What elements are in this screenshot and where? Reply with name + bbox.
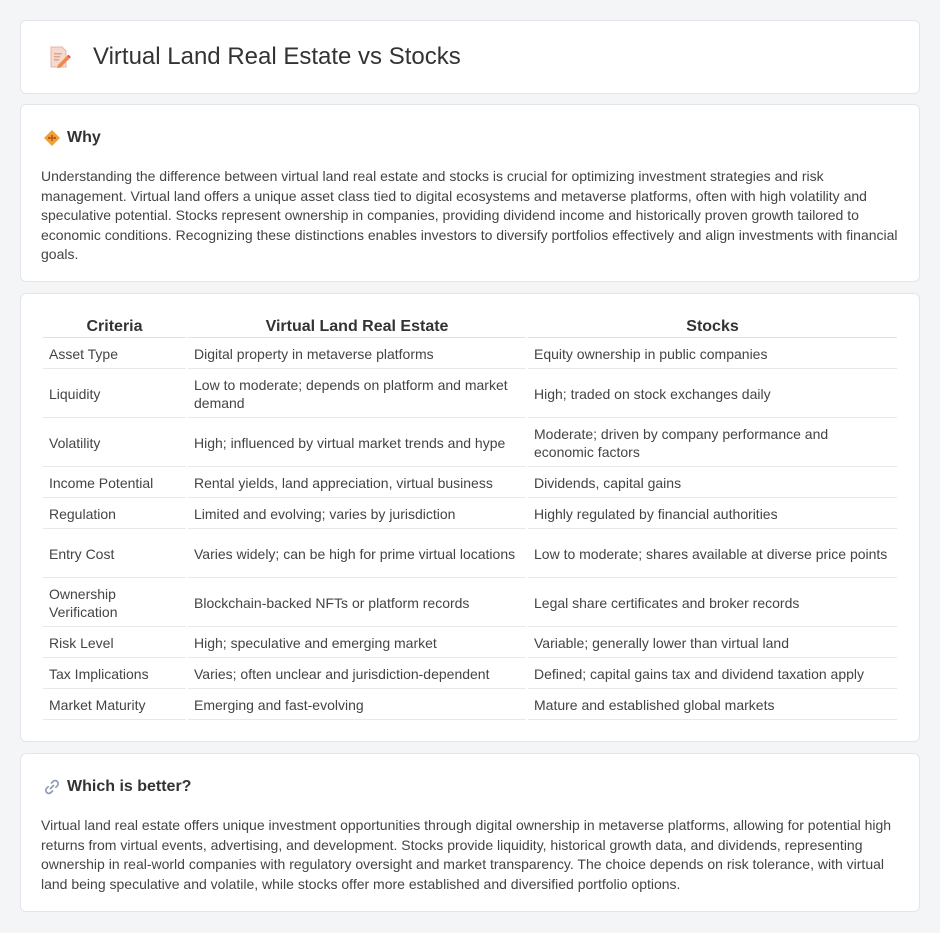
- table-row: [43, 691, 897, 720]
- virtual-land-cell: Limited and evolving; varies by jurisdiction: [188, 500, 526, 529]
- virtual-land-cell: Varies widely; can be high for prime virtual locations: [188, 531, 526, 578]
- better-heading: Which is better?: [67, 778, 192, 795]
- criteria-cell: Volatility: [43, 420, 186, 467]
- better-text: Virtual land real estate offers unique investment opportunities through digital ownership in metaverse platforms, allowing for potential high returns from virtual events, advertising, and development. Stocks provide liquidity, historical growth data, and dividends, representing ownership in real-world companies with regulatory oversight and market transparency. The choice depends on risk tolerance, with virtual land being speculative and volatile, while stocks offer more established and diversified portfolio options.: [41, 817, 892, 892]
- stocks-cell: Highly regulated by financial authorities: [528, 500, 897, 529]
- criteria-cell: Tax Implications: [43, 660, 186, 689]
- stocks-cell: Moderate; driven by company performance and economic factors: [528, 420, 897, 467]
- stocks-cell: Mature and established global markets: [528, 691, 897, 720]
- virtual-land-cell: High; speculative and emerging market: [188, 629, 526, 658]
- table-row: [43, 500, 897, 529]
- page-title: Virtual Land Real Estate vs Stocks: [93, 43, 461, 70]
- virtual-land-cell: Emerging and fast-evolving: [188, 691, 526, 720]
- criteria-cell: Risk Level: [43, 629, 186, 658]
- why-heading: Why: [67, 129, 101, 146]
- virtual-land-cell: High; influenced by virtual market trends and hype: [188, 420, 526, 467]
- criteria-cell: Income Potential: [43, 469, 186, 498]
- virtual-land-cell: Varies; often unclear and jurisdiction-dependent: [188, 660, 526, 689]
- criteria-cell: Market Maturity: [43, 691, 186, 720]
- header-stocks: Stocks: [528, 316, 897, 338]
- table-row: [43, 660, 897, 689]
- table-row: [43, 531, 897, 578]
- stocks-cell: Dividends, capital gains: [528, 469, 897, 498]
- stocks-cell: Equity ownership in public companies: [528, 340, 897, 369]
- criteria-cell: Entry Cost: [43, 531, 186, 578]
- stocks-cell: Legal share certificates and broker records: [528, 580, 897, 627]
- virtual-land-cell: Rental yields, land appreciation, virtual business: [188, 469, 526, 498]
- comparison-table: [41, 314, 899, 722]
- header-virtual-land: Virtual Land Real Estate: [188, 316, 526, 338]
- why-section: [20, 104, 920, 282]
- which-is-better-section: [20, 753, 920, 912]
- table-row: [43, 371, 897, 418]
- stocks-cell: Low to moderate; shares available at diverse price points: [528, 531, 897, 578]
- comparison-card: [20, 293, 920, 742]
- header-criteria: Criteria: [43, 316, 186, 338]
- table-row: [43, 469, 897, 498]
- table-row: [43, 340, 897, 369]
- stocks-cell: High; traded on stock exchanges daily: [528, 371, 897, 418]
- criteria-cell: Ownership Verification: [43, 580, 186, 627]
- why-text: Understanding the difference between virtual land real estate and stocks is crucial for optimizing investment strategies and risk management. Virtual land offers a unique asset class tied to digital ecosystems and metaverse platforms, often with high volatility and speculative potential. Stocks represent ownership in companies, providing dividend income and historically proven growth tailored to economic conditions. Recognizing these distinctions enables investors to diversify portfolios effectively and align investments with financial goals.: [41, 168, 898, 263]
- table-header-row: [43, 316, 897, 338]
- virtual-land-cell: Blockchain-backed NFTs or platform records: [188, 580, 526, 627]
- virtual-land-cell: Low to moderate; depends on platform and market demand: [188, 371, 526, 418]
- virtual-land-cell: Digital property in metaverse platforms: [188, 340, 526, 369]
- document-edit-icon: [47, 45, 71, 69]
- table-row: [43, 420, 897, 467]
- criteria-cell: Asset Type: [43, 340, 186, 369]
- criteria-cell: Regulation: [43, 500, 186, 529]
- link-icon: [43, 778, 61, 796]
- table-row: [43, 629, 897, 658]
- criteria-cell: Liquidity: [43, 371, 186, 418]
- stocks-cell: Variable; generally lower than virtual land: [528, 629, 897, 658]
- table-row: [43, 580, 897, 627]
- stocks-cell: Defined; capital gains tax and dividend taxation apply: [528, 660, 897, 689]
- title-card: [20, 20, 920, 94]
- diamond-sign-icon: [43, 129, 61, 147]
